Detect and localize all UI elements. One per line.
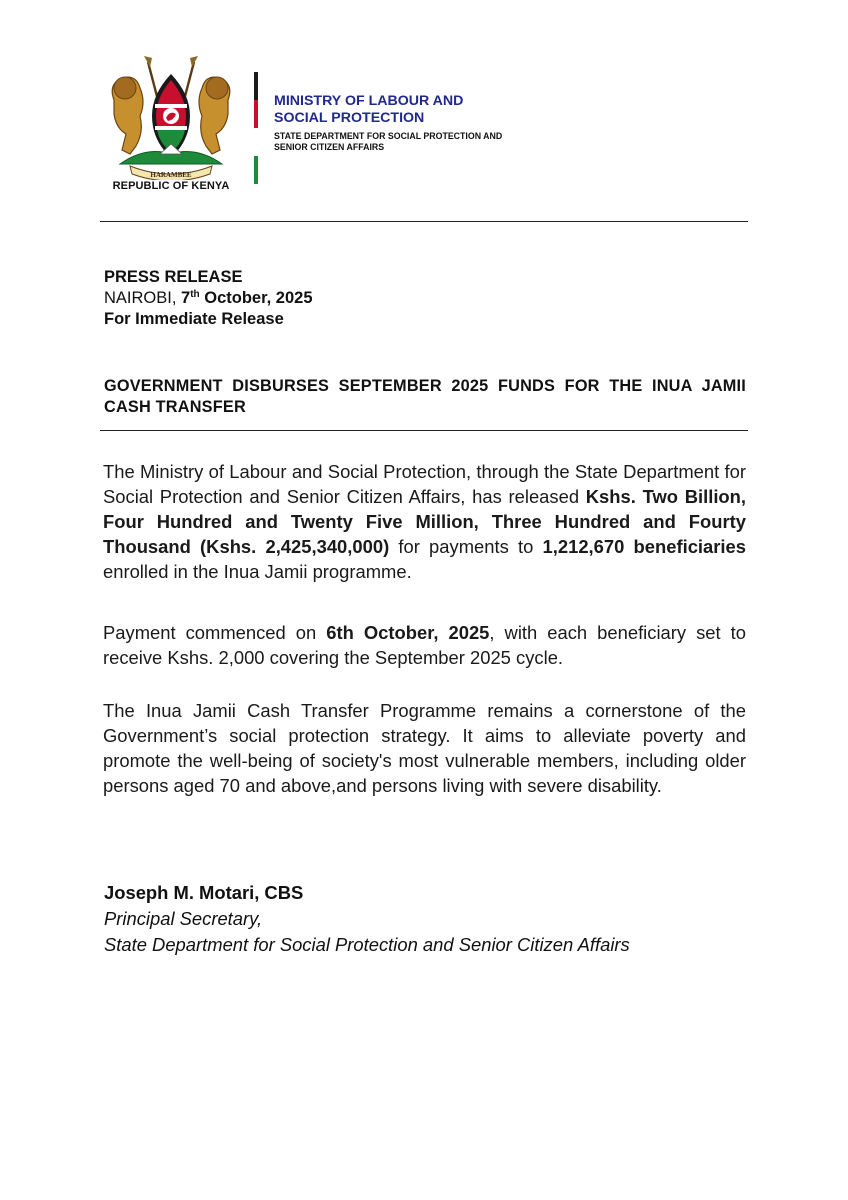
release-month-year: October, 2025 (204, 289, 313, 307)
kenya-flag-stripe (254, 72, 258, 184)
p1-text-c: enrolled in the Inua Jamii programme. (103, 561, 412, 582)
p1-beneficiaries: 1,212,670 beneficiaries (542, 536, 746, 557)
crest-motto: HARAMBEE (150, 171, 192, 179)
coat-of-arms (100, 54, 242, 196)
p1-text-a: The Ministry of Labour and Social Protection, through the State Department for Social Protection and Senior Citizen Affairs, has released (103, 461, 746, 507)
signature-block (104, 880, 630, 958)
p1-text-b: for payments to (389, 536, 543, 557)
release-header (104, 267, 313, 330)
header-divider (100, 221, 748, 222)
ministry-name: MINISTRY OF LABOUR AND SOCIAL PROTECTION (274, 93, 464, 126)
signatory-name: Joseph M. Motari, CBS (104, 882, 304, 903)
department-name: STATE DEPARTMENT FOR SOCIAL PROTECTION AND SENIOR CITIZEN AFFAIRS (274, 131, 503, 152)
p1-amount: Kshs. Two Billion, Four Hundred and Twenty Five Million, Three Hundred and Fourty Thousand (Kshs. 2,425,340,000) (103, 486, 746, 557)
p2-date: 6th October, 2025 (326, 622, 490, 643)
p2-text-a: Payment commenced on (103, 622, 327, 643)
release-immediacy: For Immediate Release (104, 310, 284, 328)
paragraph-2 (103, 620, 746, 670)
release-day-suffix: th (190, 289, 200, 300)
signatory-title: Principal Secretary, (104, 908, 263, 929)
headline: GOVERNMENT DISBURSES SEPTEMBER 2025 FUNDS FOR THE INUA JAMII CASH TRANSFER (104, 377, 746, 416)
kenya-coat-of-arms-icon (100, 54, 242, 180)
paragraph-1 (103, 459, 746, 584)
paragraph-3: The Inua Jamii Cash Transfer Programme remains a cornerstone of the Government’s social protection strategy. It aims to alleviate poverty and promote the well-being of society's most vulnerable members, including older persons aged 70 and above,and persons living with severe disability. (103, 700, 746, 796)
ministry-block (274, 93, 514, 152)
release-city: NAIROBI, (104, 289, 177, 307)
release-type: PRESS RELEASE (104, 268, 243, 286)
p2-text-b: , with each beneficiary set to receive Kshs. 2,000 covering the September 2025 cycle. (103, 622, 746, 668)
release-dateline (104, 288, 313, 309)
headline-divider (100, 430, 748, 431)
release-day: 7 (181, 289, 191, 307)
republic-caption: REPUBLIC OF KENYA (112, 180, 230, 192)
signatory-department: State Department for Social Protection and Senior Citizen Affairs (104, 934, 630, 955)
